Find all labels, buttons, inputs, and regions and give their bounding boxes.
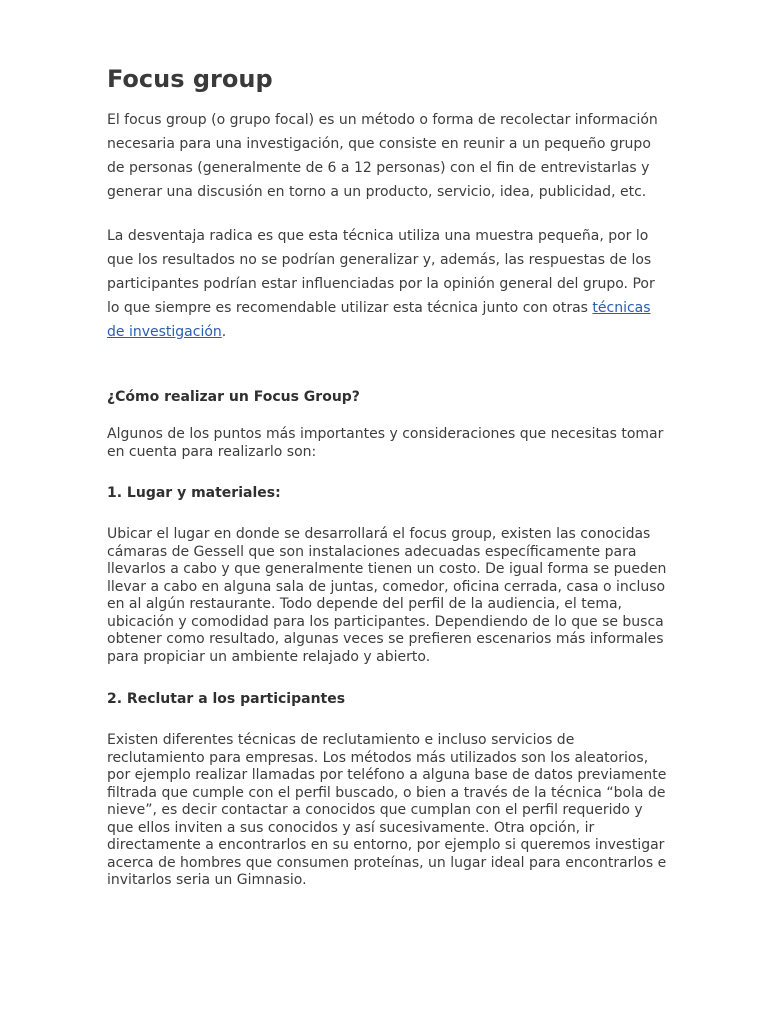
page-title: Focus group (107, 65, 273, 93)
how-intro-paragraph: Algunos de los puntos más importantes y consideraciones que necesitas tomar en cuenta para realizarlo son: (107, 426, 664, 460)
step1-heading: 1. Lugar y materiales: (107, 485, 281, 501)
research-techniques-link[interactable]: técnicas de investigación (107, 300, 651, 340)
step2-heading: 2. Reclutar a los participantes (107, 691, 346, 707)
intro-text: El focus group (o grupo focal) es un método o forma de recolectar información necesaria para una investigación, que consiste en reunir a un pequeño grupo de personas (generalmente de 6 a 12 personas) con el fin de entrevistarlas y generar una discusión en torno a un producto, servicio, idea, publicidad, etc. (107, 112, 658, 200)
disadvantage-text: La desventaja radica es que esta técnica utiliza una muestra pequeña, por lo que los resultados no se podrían generalizar y, además, las respuestas de los participantes podrían estar influenciadas por la opinión general del grupo. Por lo que siempre es recomendable utilizar esta técnica junto con otras (107, 228, 655, 316)
disadvantage-paragraph (107, 224, 667, 344)
intro-paragraph (107, 108, 667, 204)
disadvantage-end: . (221, 324, 227, 340)
step1-paragraph: Ubicar el lugar en donde se desarrollará el focus group, existen las conocidas cámaras de Gessell que son instalaciones adecuadas específicamente para llevarlos a cabo y que generalmente tienen un costo. De igual forma se pueden llevar a cabo en alguna sala de juntas, comedor, oficina cerrada, casa o incluso en al algún restaurante. Todo depende del perfil de la audiencia, el tema, ubicación y comodidad para los participantes. Dependiendo de lo que se busca obtener como resultado, algunas veces se prefieren escenarios más informales para propiciar un ambiente relajado y abierto. (107, 526, 667, 665)
step2-paragraph: Existen diferentes técnicas de reclutamiento e incluso servicios de reclutamiento para empresas. Los métodos más utilizados son los aleatorios, por ejemplo realizar llamadas por teléfono a alguna base de datos previamente filtrada que cumple con el perfil buscado, o bien a través de la técnica “bola de nieve”, es decir contactar a conocidos que cumplan con el perfil requerido y que ellos inviten a sus conocidos y así sucesivamente. Otra opción, ir directamente a encontrarlos en su entorno, por ejemplo si queremos investigar acerca de hombres que consumen proteínas, un lugar ideal para encontrarlos e invitarlos seria un Gimnasio. (107, 732, 667, 888)
document-page (107, 62, 667, 890)
how-heading: ¿Cómo realizar un Focus Group? (107, 389, 360, 405)
